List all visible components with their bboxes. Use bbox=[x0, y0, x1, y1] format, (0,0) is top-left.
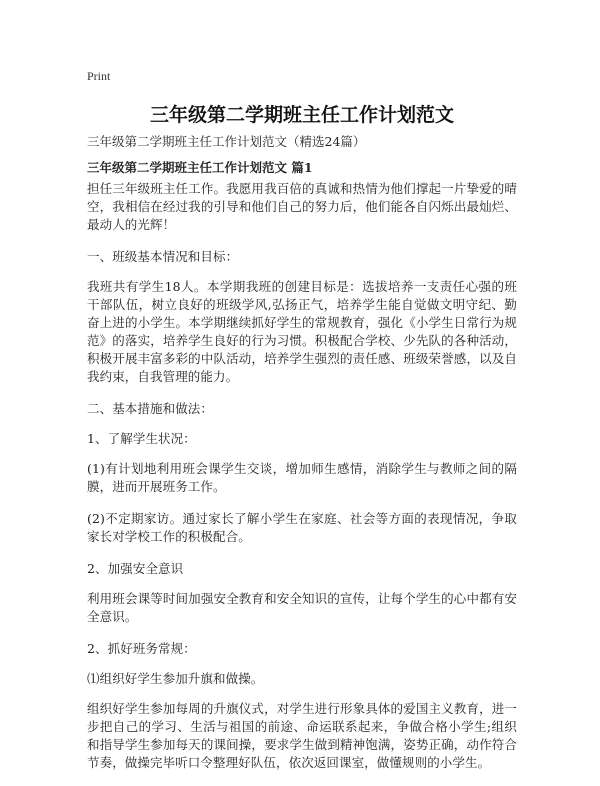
heading-measures: 二、基本措施和做法： bbox=[87, 401, 214, 416]
intro-paragraph: 担任三年级班主任工作。我愿用我百倍的真诚和热情为他们撑起一片挚爱的晴空，我相信在经过我的引导和他们自己的努力后，他们能各自闪烁出最灿烂、最动人的光辉！ bbox=[87, 181, 517, 232]
page-title: 三年级第二学期班主任工作计划范文 bbox=[149, 104, 454, 126]
subheading-class-routine: 2、抓好班务常规： bbox=[87, 641, 196, 656]
heading-class-situation: 一、班级基本情况和目标： bbox=[87, 249, 239, 264]
safety-paragraph: 利用班会课等时间加强安全教育和安全知识的宣传，让每个学生的心中都有安全意识。 bbox=[87, 591, 517, 624]
subheading-safety: 2、加强安全意识 bbox=[87, 561, 184, 576]
article-body bbox=[87, 180, 517, 786]
print-link[interactable]: Print bbox=[87, 69, 111, 83]
class-situation-paragraph: 我班共有学生18人。本学期我班的创建目标是：选拔培养一支责任心强的班干部队伍，树立良好的班级学风,弘扬正气，培养学生能自觉做文明守纪、勤奋上进的小学生。本学期继续抓好学生的常规教育，强化《小学生日常行为规范》的落实，培养学生良好的行为习惯。积极配合学校、少先队的各种活动，积极开展丰富多彩的中队活动，培养学生强烈的责任感、班级荣誉感，以及自我约束，自我管理的能力。 bbox=[87, 279, 517, 384]
subheading-understand-students: 1、了解学生状况： bbox=[87, 431, 196, 446]
document-subtitle: 三年级第二学期班主任工作计划范文（精选24篇） bbox=[87, 134, 366, 149]
item-class-meeting-talks: (1)有计划地利用班会课学生交谈，增加师生感情，消除学生与教师之间的隔膜，进而开展班务工作。 bbox=[87, 461, 517, 494]
section-heading: 三年级第二学期班主任工作计划范文 篇1 bbox=[87, 160, 313, 175]
item-flag-and-exercise: ⑴组织好学生参加升旗和做操。 bbox=[87, 671, 264, 686]
flag-exercise-paragraph: 组织好学生参加每周的升旗仪式，对学生进行形象具体的爱国主义教育，进一步把自己的学习、生活与祖国的前途、命运联系起来，争做合格小学生;组织和指导学生参加每天的课间操，要求学生做到精神饱满，姿势正确，动作符合节奏，做操完毕听口令整理好队伍，依次返回课室，做懂规则的小学生。 bbox=[87, 701, 517, 770]
item-home-visits: (2)不定期家访。通过家长了解小学生在家庭、社会等方面的表现情况，争取家长对学校工作的积极配合。 bbox=[87, 511, 517, 544]
